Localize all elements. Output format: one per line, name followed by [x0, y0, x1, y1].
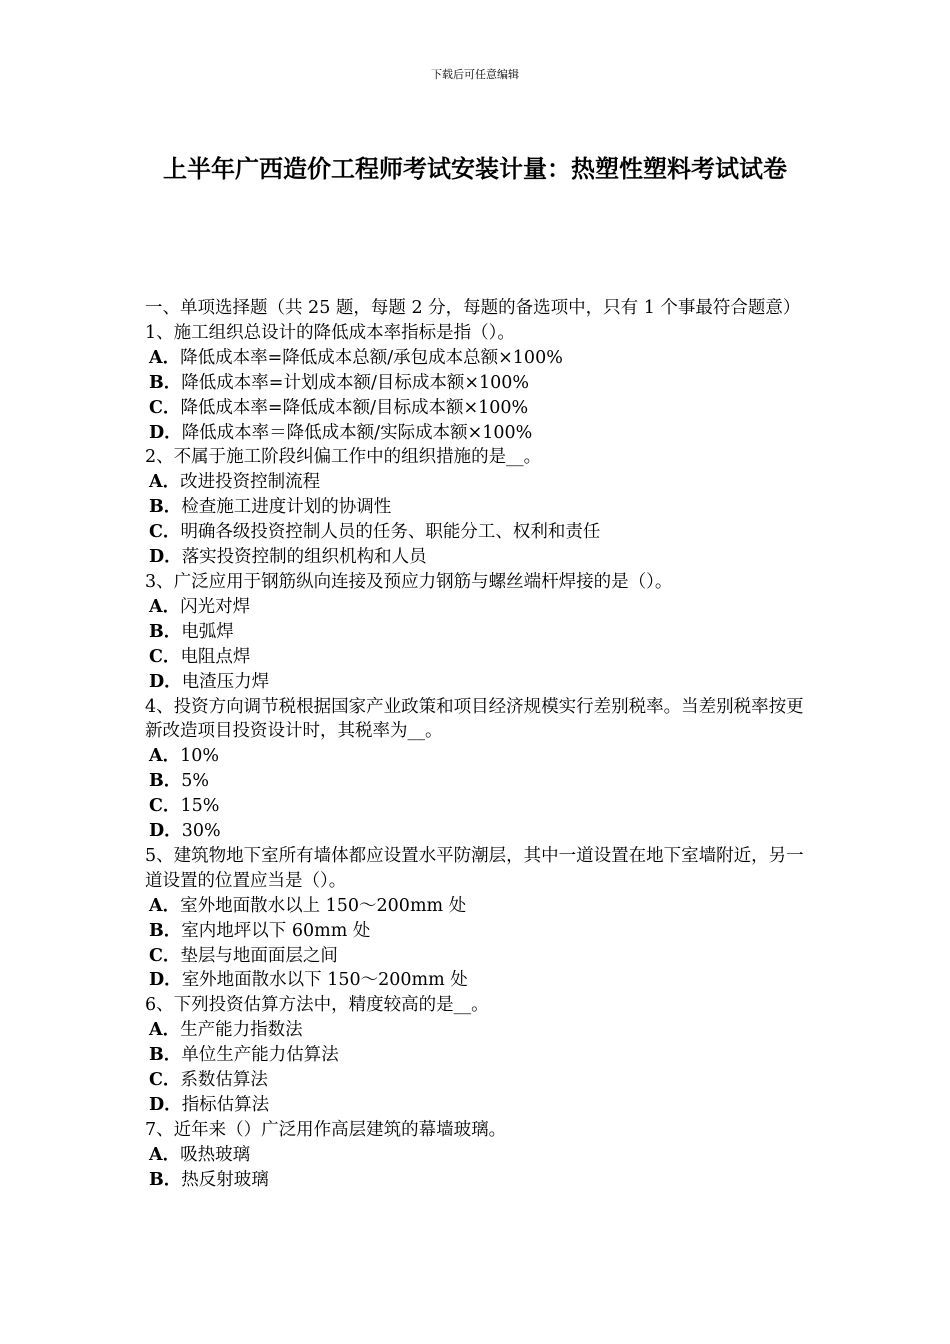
- answer-option: [145, 944, 817, 969]
- option-text: 改进投资控制流程: [180, 472, 321, 493]
- option-letter: B．: [149, 621, 182, 642]
- option-letter: A．: [149, 596, 181, 617]
- answer-option: [145, 371, 817, 396]
- answer-option: [145, 894, 817, 919]
- questions-container: [145, 321, 817, 1193]
- option-text: 10%: [180, 746, 219, 767]
- question-stem: 6、下列投资估算方法中，精度较高的是__。: [145, 995, 489, 1016]
- section-heading: 一、单项选择题（共 25 题，每题 2 分，每题的备选项中，只有 1 个事最符合题意）: [145, 298, 801, 318]
- answer-option: [145, 769, 817, 794]
- option-letter: B．: [149, 771, 182, 792]
- answer-option: [145, 744, 817, 769]
- option-letter: D．: [149, 422, 182, 443]
- document-title: 上半年广西造价工程师考试安装计量：热塑性塑料考试试卷: [163, 155, 787, 183]
- answer-option: [145, 794, 817, 819]
- option-text: 指标估算法: [181, 1095, 270, 1115]
- option-letter: B．: [149, 1169, 182, 1190]
- answer-option: [145, 919, 817, 944]
- answer-option: [145, 1143, 817, 1168]
- question-block: [145, 1118, 817, 1193]
- answer-option: [145, 421, 817, 446]
- question-block: [145, 844, 817, 993]
- answer-option: [145, 1093, 817, 1118]
- option-text: 系数估算法: [180, 1070, 268, 1091]
- option-text: 单位生产能力估算法: [181, 1045, 339, 1066]
- question-block: [145, 445, 817, 570]
- answer-option: [145, 645, 817, 670]
- question-stem: 5、建筑物地下室所有墙体都应设置水平防潮层，其中一道设置在地下室墙附近，另一道设置的位置应当是（）。: [145, 845, 804, 891]
- option-text: 生产能力指数法: [180, 1020, 303, 1041]
- answer-option: [145, 1168, 817, 1193]
- answer-option: [145, 470, 817, 495]
- option-letter: A．: [149, 472, 181, 493]
- answer-option: [145, 1018, 817, 1043]
- option-text: 室外地面散水以下 150～200mm 处: [181, 970, 468, 991]
- question-list: [145, 296, 817, 1193]
- option-letter: C．: [149, 796, 181, 817]
- option-letter: D．: [149, 671, 182, 692]
- option-text: 电阻点焊: [180, 646, 251, 667]
- question-block: [145, 993, 817, 1118]
- answer-option: [145, 1068, 817, 1093]
- option-letter: A．: [149, 1144, 181, 1165]
- option-letter: B．: [149, 920, 182, 941]
- option-letter: B．: [149, 1045, 182, 1066]
- option-text: 降低成本率=降低成本总额/承包成本总额×100%: [180, 347, 563, 368]
- option-text: 室内地坪以下 60mm 处: [181, 920, 371, 941]
- answer-option: [145, 819, 817, 844]
- answer-option: [145, 346, 817, 371]
- header-note: 下载后可任意编辑: [431, 68, 519, 81]
- answer-option: [145, 396, 817, 421]
- answer-option: [145, 620, 817, 645]
- option-letter: C．: [149, 397, 181, 418]
- option-text: 电弧焊: [181, 621, 234, 642]
- question-stem: 4、投资方向调节税根据国家产业政策和项目经济规模实行差别税率。当差别税率按更新改造项目投资设计时，其税率为__。: [145, 696, 804, 742]
- option-letter: A．: [149, 895, 181, 916]
- question-block: [145, 570, 817, 695]
- option-text: 降低成本率=降低成本额/目标成本额×100%: [180, 397, 529, 418]
- question-stem: 1、施工组织总设计的降低成本率指标是指（）。: [145, 322, 515, 343]
- option-letter: D．: [149, 547, 182, 568]
- option-text: 吸热玻璃: [180, 1144, 251, 1165]
- answer-option: [145, 1043, 817, 1068]
- question-stem: 3、广泛应用于钢筋纵向连接及预应力钢筋与螺丝端杆焊接的是（）。: [145, 571, 673, 592]
- option-text: 垫层与地面面层之间: [180, 945, 338, 966]
- option-letter: C．: [149, 522, 181, 543]
- option-text: 检查施工进度计划的协调性: [181, 497, 392, 518]
- question-stem: 2、不属于施工阶段纠偏工作中的组织措施的是__。: [145, 447, 542, 468]
- option-text: 降低成本率＝降低成本额/实际成本额×100%: [181, 422, 533, 443]
- option-letter: C．: [149, 1070, 181, 1091]
- option-text: 闪光对焊: [180, 596, 251, 617]
- answer-option: [145, 670, 817, 695]
- answer-option: [145, 968, 817, 993]
- option-letter: D．: [149, 821, 182, 842]
- option-letter: B．: [149, 497, 182, 518]
- option-text: 明确各级投资控制人员的任务、职能分工、权利和责任: [180, 522, 601, 543]
- answer-option: [145, 545, 817, 570]
- option-text: 电渣压力焊: [181, 671, 270, 692]
- question-block: [145, 695, 817, 844]
- option-letter: C．: [149, 646, 181, 667]
- question-block: [145, 321, 817, 446]
- option-text: 热反射玻璃: [181, 1169, 269, 1190]
- option-text: 降低成本率=计划成本额/目标成本额×100%: [181, 372, 530, 393]
- option-letter: D．: [149, 970, 182, 991]
- option-letter: A．: [149, 1020, 181, 1041]
- option-text: 落实投资控制的组织机构和人员: [181, 547, 427, 568]
- option-text: 室外地面散水以上 150～200mm 处: [180, 895, 467, 916]
- option-letter: C．: [149, 945, 181, 966]
- option-letter: A．: [149, 746, 181, 767]
- option-text: 5%: [181, 771, 210, 792]
- answer-option: [145, 595, 817, 620]
- option-letter: D．: [149, 1095, 182, 1115]
- option-text: 15%: [180, 796, 220, 817]
- question-stem: 7、近年来（）广泛用作高层建筑的幕墙玻璃。: [145, 1119, 507, 1140]
- option-letter: B．: [149, 372, 182, 393]
- option-letter: A．: [149, 347, 181, 368]
- answer-option: [145, 495, 817, 520]
- answer-option: [145, 520, 817, 545]
- option-text: 30%: [181, 821, 221, 842]
